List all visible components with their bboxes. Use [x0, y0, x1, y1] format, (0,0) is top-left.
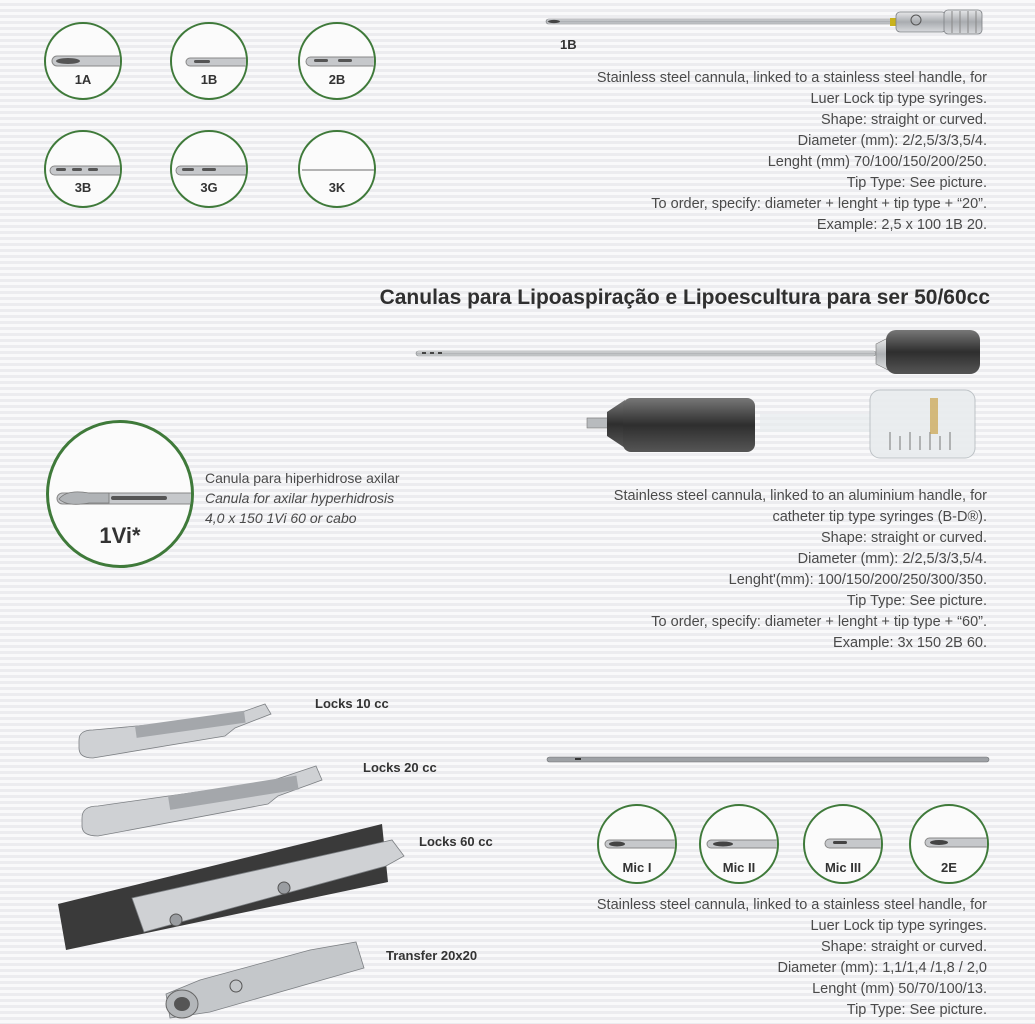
spec-line: To order, specify: diameter + lenght + tip type + “60”. — [651, 614, 987, 630]
section-heading: Canulas para Lipoaspiração e Lipoescultura para ser 50/60cc — [379, 286, 990, 309]
spec-line: Lenght (mm) 70/100/150/200/250. — [767, 154, 987, 170]
spec-line: Luer Lock tip type syringes. — [810, 91, 987, 107]
cannula-tip-1a-icon — [46, 24, 122, 100]
spec-line: Lenght (mm) 50/70/100/13. — [812, 981, 987, 997]
spec-line: Stainless steel cannula, linked to an aluminium handle, for — [613, 488, 987, 504]
cannula-tip-1b-icon — [172, 24, 248, 100]
cannula-1b-image — [540, 8, 990, 40]
cannula-tip-3b-icon — [46, 132, 122, 208]
lock-60-label: Locks 60 cc — [419, 834, 493, 849]
note-detail: 4,0 x 150 1Vi 60 or cabo — [205, 510, 357, 526]
tip-circle-3k — [298, 130, 376, 208]
tip-label: 3B — [74, 180, 92, 195]
micro-cannula-image — [545, 752, 993, 768]
spec-line: Tip Type: See picture. — [846, 1002, 987, 1018]
tip-label: Mic I — [622, 860, 652, 875]
spec-block-2 — [614, 486, 987, 654]
transfer-image — [160, 940, 370, 1020]
spec-line: Shape: straight or curved. — [820, 112, 987, 128]
spec-line: Diameter (mm): 2/2,5/3/3,5/4. — [797, 551, 987, 567]
spec-line: Diameter (mm): 1,1/1,4 /1,8 / 2,0 — [777, 960, 987, 976]
transfer-label: Transfer 20x20 — [386, 948, 478, 963]
tip-circle-1a — [44, 22, 122, 100]
spec-block-1 — [597, 68, 987, 236]
tip-circle-3b — [44, 130, 122, 208]
spec-line: catheter tip type syringes (B-D®). — [772, 509, 987, 525]
tip-label: Mic III — [824, 860, 862, 875]
spec-line: Tip Type: See picture. — [846, 593, 987, 609]
cannula-60cc-image — [410, 326, 985, 376]
tip-label: 1A — [74, 72, 92, 87]
spec-line: Shape: straight or curved. — [820, 530, 987, 546]
tip-circle-1vi — [46, 420, 194, 568]
cannula-1b-label: 1B — [560, 37, 577, 52]
tip-circle-2e — [909, 804, 989, 884]
tip-circle-mic-ii — [699, 804, 779, 884]
tip-circle-mic-i — [597, 804, 677, 884]
lock-20-label: Locks 20 cc — [363, 760, 437, 775]
tip-circle-mic-iii — [803, 804, 883, 884]
tip-label: 3K — [328, 180, 346, 195]
spec-block-3 — [597, 895, 987, 1021]
note-title: Canula para hiperhidrose axilar — [205, 470, 400, 486]
spec-line: Example: 2,5 x 100 1B 20. — [816, 217, 987, 233]
note-subtitle: Canula for axilar hyperhidrosis — [205, 490, 395, 506]
lock-60cc-image — [52, 822, 412, 952]
tip-circle-2b — [298, 22, 376, 100]
tip-circle-1b — [170, 22, 248, 100]
spec-line: Diameter (mm): 2/2,5/3/3,5/4. — [797, 133, 987, 149]
spec-line: To order, specify: diameter + lenght + tip type + “20”. — [651, 196, 987, 212]
tip-label: 2B — [328, 72, 346, 87]
spec-line: Lenght'(mm): 100/150/200/250/300/350. — [728, 572, 987, 588]
cannula-tip-3k-icon — [300, 132, 376, 208]
tip-label: 1B — [200, 72, 218, 87]
tip-circle-3g — [170, 130, 248, 208]
spec-line: Example: 3x 150 2B 60. — [833, 635, 987, 651]
lock-10-label: Locks 10 cc — [315, 696, 389, 711]
tip-label: Mic II — [722, 860, 756, 875]
spec-line: Shape: straight or curved. — [820, 939, 987, 955]
tip-label: 2E — [941, 860, 957, 875]
syringe-handle-image — [585, 384, 980, 462]
spec-line: Stainless steel cannula, linked to a stainless steel handle, for — [596, 70, 987, 86]
hyperhidrosis-note — [205, 468, 400, 528]
tip-label: 3G — [200, 180, 218, 195]
tip-label-1vi: 1Vi* — [99, 523, 141, 548]
lock-10cc-image — [75, 700, 275, 765]
spec-line: Luer Lock tip type syringes. — [810, 918, 987, 934]
cannula-tip-2b-icon — [300, 24, 376, 100]
spec-line: Tip Type: See picture. — [846, 175, 987, 191]
cannula-tip-3g-icon — [172, 132, 248, 208]
spec-line: Stainless steel cannula, linked to a stainless steel handle, for — [596, 897, 987, 913]
